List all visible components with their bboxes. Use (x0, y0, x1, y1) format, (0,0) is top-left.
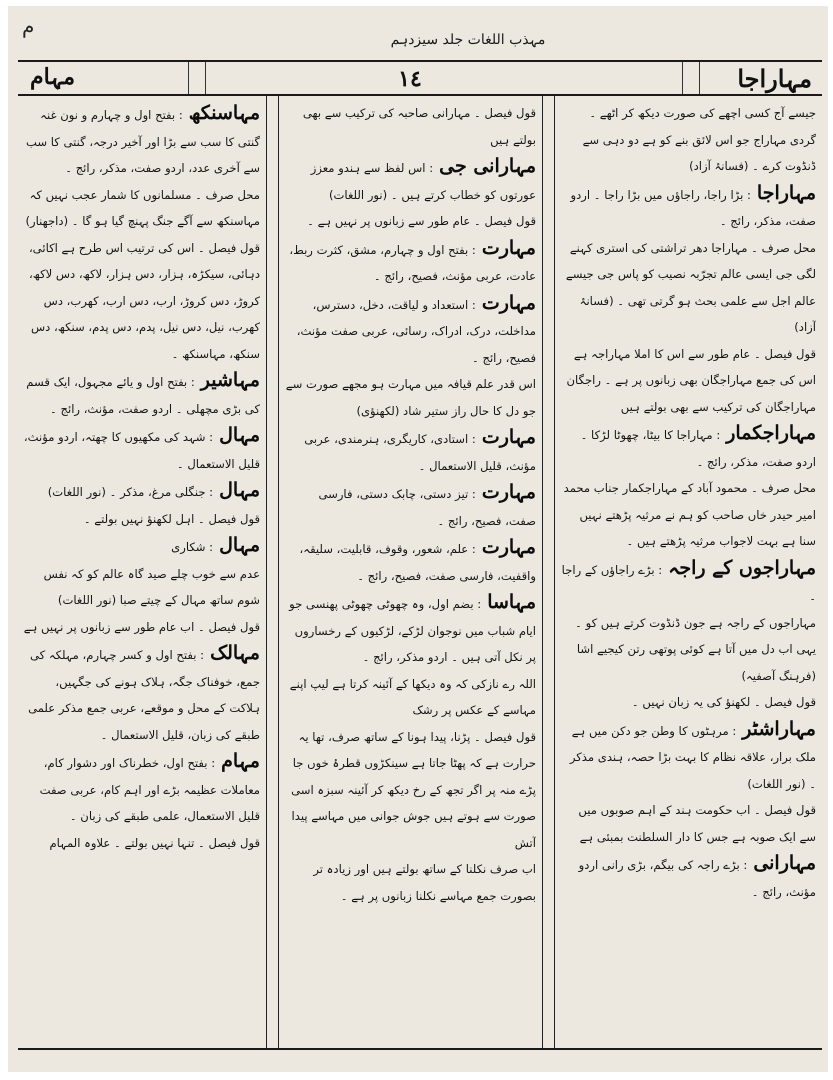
dictionary-entry (284, 153, 536, 208)
entry-text: محل صرف ۔ محمود آباد کے مہاراجکمار جناب محمد امیر حیدر خاں صاحب کو ہم نے مرثیہ پڑھتے نہیں سنا ہے بہت لاجواب مرثیہ پڑھتے ہیں ۔ (563, 481, 816, 548)
dictionary-entry (560, 555, 816, 610)
entry-text: قول فیصل ۔ مہارانی صاحبہ کی ترکیب سے بھی بولتے ہیں (302, 106, 536, 147)
entry-text: : بفتح اول، خطرناک اور دشوار کام، معاملات عظیمہ بڑے اور اہم کام، عربی صفت قلیل الاستعمال، علمی طبقے کی زبان ۔ (39, 756, 260, 823)
dictionary-entry (22, 561, 260, 614)
dictionary-entry (284, 290, 536, 372)
dictionary-entry (22, 640, 260, 748)
dictionary-entry (22, 235, 260, 368)
entry-text: : بفتح اول و چہارم، مشق، کثرت ربط، عادت، عربی مؤنث، فصیح، رائج ۔ (289, 242, 536, 283)
column-divider (542, 96, 543, 1050)
dictionary-entry (560, 100, 816, 180)
headword: مہال (219, 534, 260, 556)
entry-text: محل صرف ۔ مسلمانوں کا شمار عجب نہیں کہ مہاسنکھ سے آگے جنگ پہنچ گیا ہو گا ۔ (داجھنار) (25, 187, 260, 228)
headword: مہارت (481, 481, 536, 503)
headword: مہاراشٹر (742, 717, 816, 740)
entry-text: : استادی، کاریگری، ہنرمندی، عربی مؤنث، قلیل الاستعمال ۔ (304, 432, 536, 473)
headword: مہاشیر (200, 369, 260, 391)
dictionary-entry (560, 610, 816, 690)
dictionary-entry (560, 420, 816, 475)
column-divider (278, 96, 279, 1050)
dictionary-entry (284, 424, 536, 479)
entry-text: مہاراجوں کے راجہ ہے جون ڈنڈوت کرتے ہیں کو ۔ یہی اب دل میں آتا ہے کوئی پوتھی رتن کیجیے اشا (فرہنگ آصفیہ) (575, 615, 816, 683)
entry-text: قول فیصل ۔ اب حکومت ہند کے اہم صوبوں میں سے ایک صوبہ ہے جس کا دار السلطنت بمبئی ہے (578, 803, 816, 844)
dictionary-entry (284, 479, 536, 534)
entry-text: : بڑے راجاؤں کے راجا ۔ (561, 562, 816, 603)
headword: مہاراجوں کے راجہ (668, 556, 816, 579)
entry-text: قول فیصل ۔ لکھنؤ کی یہ زبان نہیں ۔ (631, 695, 816, 709)
corner-mark: م (22, 14, 35, 38)
column-divider (554, 96, 555, 1050)
headword: مہاراجکمار (726, 422, 816, 444)
entry-text: قول فیصل ۔ اب عام طور سے زبانوں پر نہیں ہے (23, 619, 260, 634)
dictionary-entry (560, 689, 816, 716)
headword: مہاسا (487, 591, 536, 613)
guide-word-right: مہاراجا (737, 64, 812, 93)
column-middle (284, 100, 536, 1044)
dictionary-entry (22, 614, 260, 641)
footer-rule (18, 1048, 822, 1050)
dictionary-entry (560, 850, 816, 905)
guide-word-left: مہام (30, 64, 75, 90)
headword: مہال (219, 424, 260, 446)
entry-text: قول فیصل ۔ تنہا نہیں بولتے ۔ علاوہ المہام (49, 835, 260, 850)
dictionary-entry (22, 830, 260, 857)
page-number: ١٤ (398, 66, 422, 92)
dictionary-entry (560, 475, 816, 555)
dictionary-entry (22, 422, 260, 477)
entry-text: قول فیصل ۔ عام طور سے اس کا املا مہاراجہ ہے اس کی جمع مہاراجگان بھی زبانوں پر ہے ۔ راجگان مہاراجگان کی ترکیب سے بھی بولتے ہیں (566, 346, 816, 414)
header-box-left (188, 62, 206, 94)
entry-text: : بضم اول، وہ چھوٹی چھوٹی پھنسی جو ایام شباب میں نوجوان لڑکے، لڑکیوں کے رخساروں پر نکل آتی ہیں ۔ اردو مذکر، رائج ۔ (289, 597, 536, 664)
dictionary-entry (22, 748, 260, 830)
entry-text: قول فیصل ۔ اس کی ترتیب اس طرح ہے اکائی، دہائی، سیکڑہ، ہزار، دس ہزار، لاکھ، دس لاکھ، کروڑ، دس کروڑ، ارب، دس ارب، کھرب، دس کھرب، نیل، دس نیل، پدم، دس پدم، سنکھ، دس سنکھ، مہاسنکھ ۔ (28, 240, 260, 361)
dictionary-entry (22, 532, 260, 561)
entry-text: : استعداد و لیاقت، دخل، دسترس، مداخلت، درک، ادراک، رسائی، عربی صفت مؤنث، فصیح، رائج ۔ (296, 297, 536, 365)
dictionary-entry (560, 716, 816, 798)
headword: مہاراجا (756, 181, 816, 204)
dictionary-entry (284, 100, 536, 153)
headword: مہارت (481, 236, 536, 259)
header-rule-top (18, 60, 822, 62)
column-right (560, 100, 816, 1044)
headword: مہالک (210, 642, 260, 664)
dictionary-entry (284, 671, 536, 724)
entry-text: : بڑے راجہ کی بیگم، بڑی رانی اردو مؤنث، رائج ۔ (578, 858, 816, 899)
headword: مہال (219, 479, 260, 501)
entry-text: قول فیصل ۔ عام طور سے زبانوں پر نہیں ہے ۔ (307, 214, 536, 228)
dictionary-entry (284, 589, 536, 671)
headword: مہارت (481, 536, 536, 558)
entry-text: : بفتح اول و یائے مجہول، ایک قسم کی بڑی مچھلی ۔ اردو صفت، مؤنث، رائج ۔ (26, 375, 260, 416)
dictionary-page (8, 6, 828, 1072)
entry-text: محل صرف ۔ مہاراجا دھر تراشتی کی استری کہنے لگی جی ایسی عالم تجرّبہ نصیب کو پاس جی جیسے عالم اجل سے علمی بحث ہو گرتی تھی ۔ (فسانۂ آزاد) (565, 240, 816, 334)
entry-text: : مرہٹوں کا وطن جو دکن میں ہے ملک برار، علاقہ نظام کا بہت بڑا حصہ، ہندی مذکر ۔ (نور اللغات) (569, 723, 816, 791)
entry-text: اب صرف نکلنا کے ساتھ بولتے ہیں اور زیادہ تر بصورت جمع مہاسے نکلنا زبانوں پر ہے ۔ (313, 862, 536, 903)
column-divider (266, 96, 267, 1050)
entry-text: قول فیصل ۔ پڑنا، پیدا ہونا کے ساتھ صرف، تھا یہ حرارت ہے کہ پھٹا جاتا ہے سینکڑوں قطرۂ خوں جا پڑے منہ پر اگر تجھ کے رخ دیکھ کر آئینہ سبزہ اسی صورت سے ہوتے ہیں جوش جوانی میں مہاسے پیدا آتش (291, 729, 536, 850)
header-box-right (682, 62, 700, 94)
headword: مہام (221, 750, 260, 772)
entry-text: : بفتح اول و چہارم و نون غنہ گنتی کا سب سے بڑا اور آخیر درجہ، گنتی کا سب سے آخری عدد، اردو صفت، مذکر، رائج ۔ (25, 108, 260, 175)
header-rule-bottom (18, 94, 822, 96)
entry-text: عدم سے خوب چلے صید گاہ عالم کو کہ نفس شوم ساتھ مہال کے چیتے صبا (نور اللغات) (43, 566, 260, 607)
entry-text: : تیز دستی، چابک دستی، فارسی صفت، فصیح، رائج ۔ (318, 487, 536, 528)
entry-text: اس قدر علم قیافہ میں مہارت ہو مجھے صورت سے جو دل کا حال راز ستیر شاد (لکھنؤی) (285, 377, 536, 418)
headword: مہاسنکھ (188, 102, 260, 124)
entry-text: : علم، شعور، وقوف، قابلیت، سلیقہ، واقفیت، فارسی صفت، فصیح، رائج ۔ (299, 542, 536, 583)
dictionary-entry (22, 182, 260, 235)
headword: مہارت (481, 426, 536, 448)
dictionary-entry (22, 506, 260, 533)
headword: مہارانی جی (439, 155, 536, 177)
dictionary-entry (560, 180, 816, 235)
dictionary-entry (284, 208, 536, 235)
entry-text: : مہاراجا کا بیٹا، چھوٹا لڑکا ۔ اردو صفت، مذکر، رائج ۔ (580, 428, 816, 469)
dictionary-entry (284, 724, 536, 857)
dictionary-entry (560, 341, 816, 421)
entry-text: اللہ رے نازکی کہ وہ دیکھا کے آئینہ کرتا ہے لیپ اپنے مہاسے کے عکس پر رشک (289, 676, 536, 717)
headword: مہارانی (753, 852, 816, 874)
dictionary-entry (284, 235, 536, 290)
entry-text: : اس لفظ سے ہندو معزز عورتوں کو خطاب کرتے ہیں ۔ (نور اللغات) (310, 161, 536, 202)
entry-text: : بفتح اول و کسر چہارم، مہلکہ کی جمع، خوفناک جگہ، ہلاک ہونے کی جگہیں، ہلاکت کے محل و موقعے، عربی جمع مذکر علمی طبقے کی زبان، قلیل الاستعمال ۔ (28, 648, 260, 742)
dictionary-entry (22, 477, 260, 506)
dictionary-entry (22, 367, 260, 422)
entry-text: : بڑا راجا، راجاؤں میں بڑا راجا ۔ اردو صفت، مذکر، رائج ۔ (570, 187, 816, 228)
dictionary-entry (22, 100, 260, 182)
entry-text: : شہد کی مکھیوں کا چھتہ، اردو مؤنث، قلیل الاستعمال ۔ (23, 430, 260, 471)
dictionary-entry (560, 235, 816, 341)
column-left (22, 100, 260, 1044)
entry-text: : شکاری (171, 540, 214, 554)
dictionary-entry (284, 534, 536, 589)
entry-text: جیسے آج کسی اچھے کی صورت دیکھ کر اٹھے ۔ گردی مہاراج جو اس لائق بنے کو ہے دو دہی سے ڈنڈوت کرے ۔ (فسانۂ آزاد) (582, 106, 816, 173)
entry-text: : جنگلی مرغ، مذکر ۔ (نور اللغات) (47, 485, 214, 499)
dictionary-entry (284, 371, 536, 424)
dictionary-entry (560, 797, 816, 850)
running-head: مہذب اللغات جلد سیزدہم (390, 32, 546, 48)
headword: مہارت (481, 291, 536, 314)
dictionary-entry (284, 856, 536, 909)
entry-text: قول فیصل ۔ اہل لکھنؤ نہیں بولتے ۔ (83, 511, 260, 526)
